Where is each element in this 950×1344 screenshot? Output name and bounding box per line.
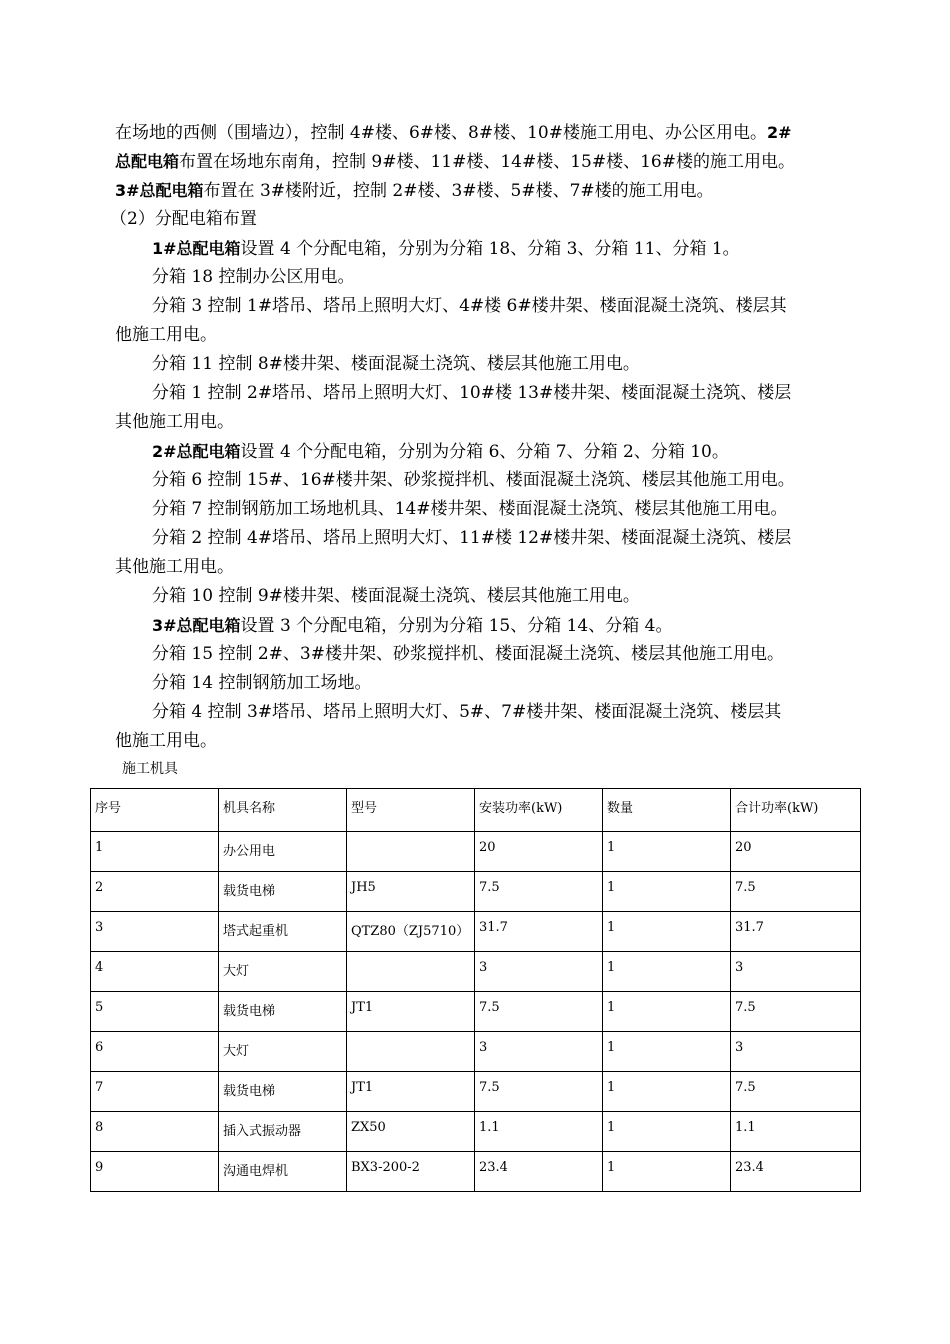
table-cell: 插入式振动器 <box>219 1112 347 1152</box>
table-cell: 1 <box>603 912 731 952</box>
table-cell: 3 <box>731 1032 861 1072</box>
table-row <box>91 992 861 1032</box>
header-cell: 安装功率(kW) <box>475 789 603 832</box>
table-cell: 7.5 <box>475 992 603 1032</box>
paragraph-line: 分箱 7 控制钢筋加工场地机具、14#楼井架、楼面混凝土浇筑、楼层其他施工用电。 <box>152 499 788 519</box>
paragraph-line: 3#总配电箱设置 3 个分配电箱，分别为分箱 15、分箱 14、分箱 4。 <box>152 616 673 636</box>
paragraph-line: 分箱 3 控制 1#塔吊、塔吊上照明大灯、4#楼 6#楼井架、楼面混凝土浇筑、楼层其 <box>152 296 787 316</box>
table-cell: 23.4 <box>475 1152 603 1192</box>
table-cell: 沟通电焊机 <box>219 1152 347 1192</box>
table-cell: 办公用电 <box>219 832 347 872</box>
paragraph-line: 在场地的西侧（围墙边），控制 4#楼、6#楼、8#楼、10#楼施工用电、办公区用电。2# <box>115 123 792 143</box>
table-cell: 7.5 <box>475 872 603 912</box>
table-cell: 1.1 <box>731 1112 861 1152</box>
table-cell <box>347 952 475 992</box>
table-cell: 6 <box>91 1032 219 1072</box>
header-cell: 序号 <box>91 789 219 832</box>
table-cell <box>347 832 475 872</box>
paragraph-line: 他施工用电。 <box>115 325 217 345</box>
table-cell: 7.5 <box>475 1072 603 1112</box>
paragraph-line: 分箱 11 控制 8#楼井架、楼面混凝土浇筑、楼层其他施工用电。 <box>152 354 640 374</box>
table-cell: 7.5 <box>731 872 861 912</box>
paragraph-line: 其他施工用电。 <box>115 412 234 432</box>
table-cell: 大灯 <box>219 1032 347 1072</box>
table-cell: ZX50 <box>347 1112 475 1152</box>
paragraph-line: 分箱 2 控制 4#塔吊、塔吊上照明大灯、11#楼 12#楼井架、楼面混凝土浇筑、楼层 <box>152 528 792 548</box>
paragraph-line: 分箱 4 控制 3#塔吊、塔吊上照明大灯、5#、7#楼井架、楼面混凝土浇筑、楼层其 <box>152 702 782 722</box>
table-cell: 8 <box>91 1112 219 1152</box>
section-heading: （2）分配电箱布置 <box>110 209 257 229</box>
table-cell: 20 <box>475 832 603 872</box>
table-cell: 1.1 <box>475 1112 603 1152</box>
paragraph-line: 3#总配电箱布置在 3#楼附近，控制 2#楼、3#楼、5#楼、7#楼的施工用电。 <box>115 181 714 201</box>
paragraph-line: 他施工用电。 <box>115 731 217 751</box>
paragraph-line: 其他施工用电。 <box>115 557 234 577</box>
table-cell: 1 <box>603 992 731 1032</box>
paragraph-line: 分箱 14 控制钢筋加工场地。 <box>152 673 372 693</box>
table-cell: 1 <box>603 832 731 872</box>
table-cell: 31.7 <box>731 912 861 952</box>
paragraph-line: 分箱 10 控制 9#楼井架、楼面混凝土浇筑、楼层其他施工用电。 <box>152 586 640 606</box>
table-cell: 20 <box>731 832 861 872</box>
table-cell: 1 <box>91 832 219 872</box>
table-cell: 3 <box>91 912 219 952</box>
table-cell: 7 <box>91 1072 219 1112</box>
table-cell: 塔式起重机 <box>219 912 347 952</box>
table-cell: JH5 <box>347 872 475 912</box>
table-cell <box>347 1032 475 1072</box>
paragraph-line: 分箱 1 控制 2#塔吊、塔吊上照明大灯、10#楼 13#楼井架、楼面混凝土浇筑、楼层 <box>152 383 792 403</box>
table-cell: 9 <box>91 1152 219 1192</box>
table-cell: 3 <box>731 952 861 992</box>
table-cell: 1 <box>603 952 731 992</box>
table-cell: 4 <box>91 952 219 992</box>
header-cell: 合计功率(kW) <box>731 789 861 832</box>
table-cell: 1 <box>603 872 731 912</box>
table-cell: QTZ80（ZJ5710） <box>347 912 475 952</box>
table-row <box>91 952 861 992</box>
header-cell: 数量 <box>603 789 731 832</box>
paragraph-line: 2#总配电箱设置 4 个分配电箱，分别为分箱 6、分箱 7、分箱 2、分箱 10。 <box>152 442 729 462</box>
table-cell: JT1 <box>347 992 475 1032</box>
table-cell: 1 <box>603 1112 731 1152</box>
table-row <box>91 1112 861 1152</box>
equipment-table <box>90 788 861 1192</box>
table-cell: 3 <box>475 1032 603 1072</box>
table-caption: 施工机具 <box>122 761 178 777</box>
paragraph-line: 总配电箱布置在场地东南角，控制 9#楼、11#楼、14#楼、15#楼、16#楼的施工用电。 <box>115 152 795 172</box>
table-row <box>91 912 861 952</box>
table-row <box>91 1152 861 1192</box>
header-cell: 型号 <box>347 789 475 832</box>
table-cell: 3 <box>475 952 603 992</box>
paragraph-line: 分箱 15 控制 2#、3#楼井架、砂浆搅拌机、楼面混凝土浇筑、楼层其他施工用电。 <box>152 644 784 664</box>
table-cell: 7.5 <box>731 992 861 1032</box>
table-cell: 23.4 <box>731 1152 861 1192</box>
table-cell: 7.5 <box>731 1072 861 1112</box>
table-cell: BX3-200-2 <box>347 1152 475 1192</box>
table-header-row <box>91 789 861 832</box>
table-cell: JT1 <box>347 1072 475 1112</box>
table-cell: 1 <box>603 1072 731 1112</box>
table-cell: 5 <box>91 992 219 1032</box>
table-row <box>91 1072 861 1112</box>
paragraph-line: 分箱 6 控制 15#、16#楼井架、砂浆搅拌机、楼面混凝土浇筑、楼层其他施工用电。 <box>152 470 795 490</box>
table-cell: 大灯 <box>219 952 347 992</box>
table-row <box>91 872 861 912</box>
table-cell: 载货电梯 <box>219 1072 347 1112</box>
paragraph-line: 分箱 18 控制办公区用电。 <box>152 267 355 287</box>
header-cell: 机具名称 <box>219 789 347 832</box>
table-cell: 1 <box>603 1152 731 1192</box>
table-row <box>91 832 861 872</box>
table-cell: 1 <box>603 1032 731 1072</box>
table-cell: 载货电梯 <box>219 872 347 912</box>
table-row <box>91 1032 861 1072</box>
table-cell: 31.7 <box>475 912 603 952</box>
paragraph-line: 1#总配电箱设置 4 个分配电箱，分别为分箱 18、分箱 3、分箱 11、分箱 1。 <box>152 239 740 259</box>
table-cell: 2 <box>91 872 219 912</box>
table-cell: 载货电梯 <box>219 992 347 1032</box>
